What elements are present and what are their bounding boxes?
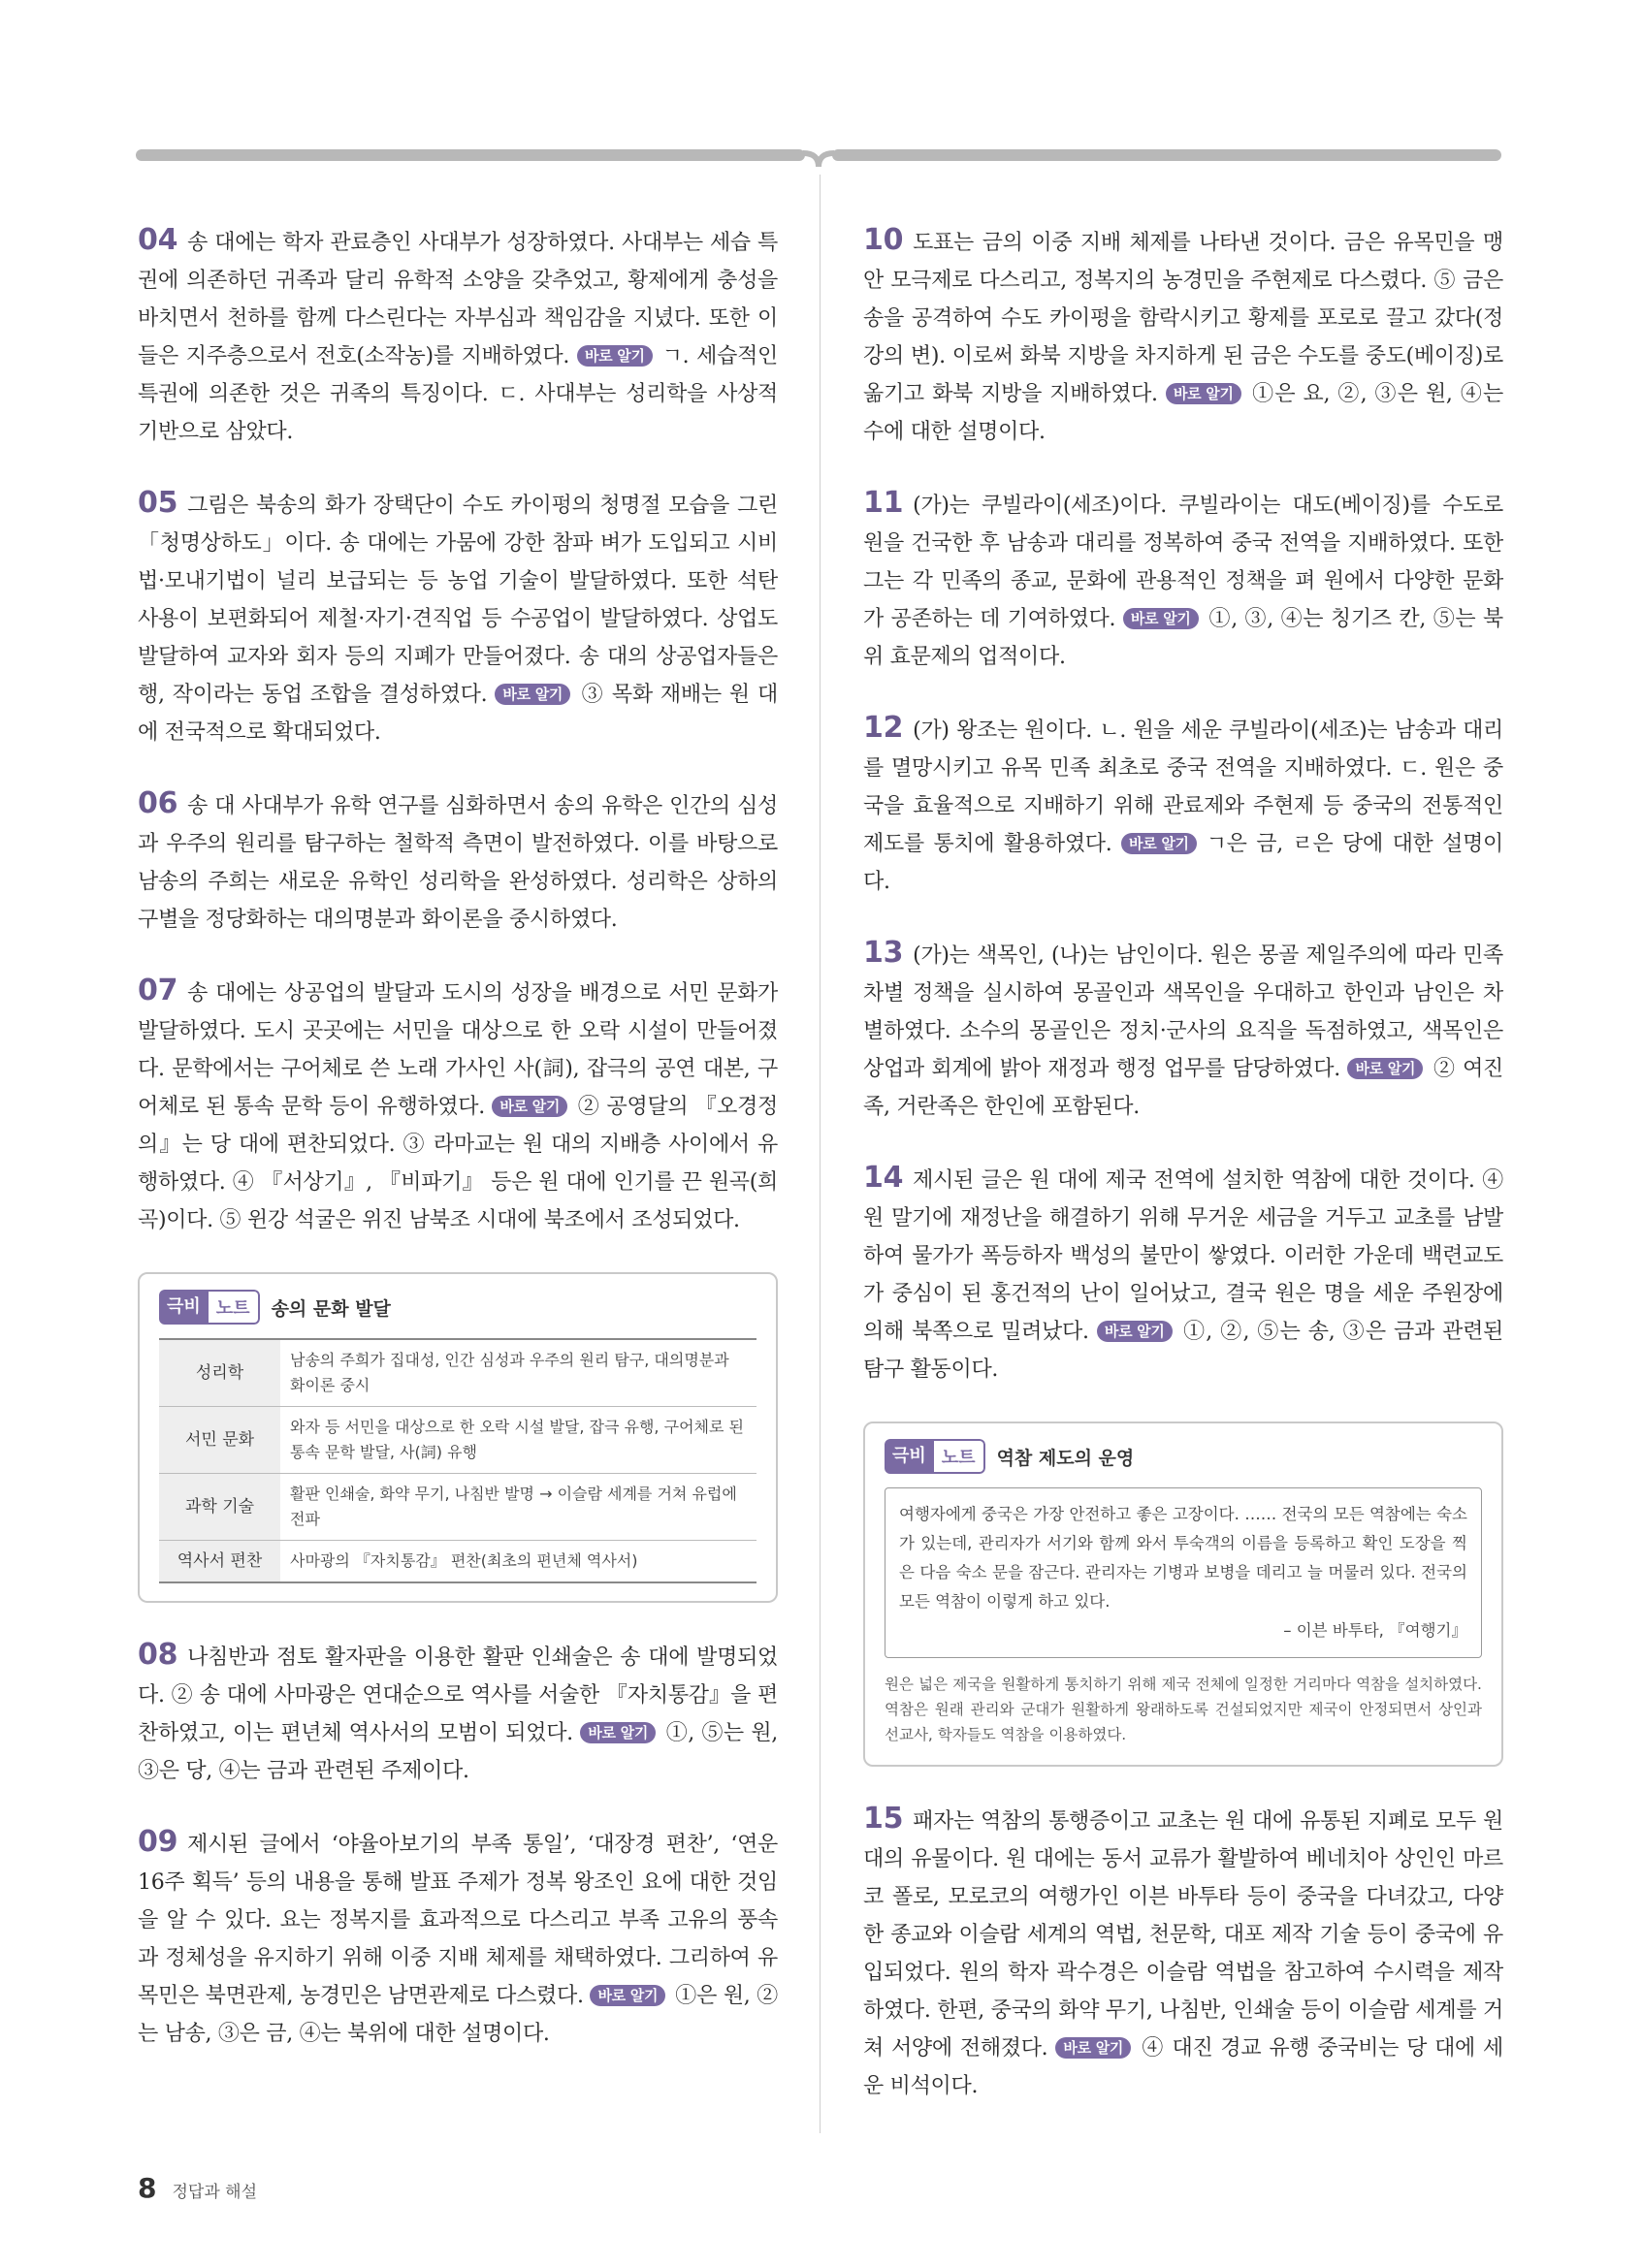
- correction-badge: 바로 알기: [1121, 833, 1197, 854]
- correction-text: ㄱ은 금, ㄹ은 당에 대한 설명이다.: [863, 832, 1503, 894]
- answer-15: [863, 1800, 1503, 2105]
- correction-text: ② 공영달의 『오경정의』는 당 대에 편찬되었다. ③ 라마교는 원 대의 지배층 사이에서 유행하였다. ④ 『서상기』, 『비파기』 등은 원 대에 인기를 끈 원곡(희곡)이다. ⑤ 윈강 석굴은 위진 남북조 시대에 북조에서 조성되었다.: [138, 1095, 778, 1232]
- correction-text: ③ 목화 재배는 원 대에 전국적으로 확대되었다.: [138, 683, 778, 745]
- table-row: 과학 기술 활판 인쇄술, 화약 무기, 나침반 발명 → 이슬람 세계를 거쳐 유럽에 전파: [159, 1474, 757, 1541]
- explanation-text: 송 대에는 학자 관료층인 사대부가 성장하였다. 사대부는 세습 특권에 의존하던 귀족과 달리 유학적 소양을 갖추었고, 황제에게 충성을 바치면서 천하를 함께 다스린다는 자부심과 책임감을 지녔다. 또한 이들은 지주층으로서 전호(소작농)를 지배하였다.: [138, 231, 778, 368]
- note-title: 역참 제도의 운영: [996, 1447, 1135, 1469]
- correction-badge: 바로 알기: [1166, 383, 1241, 404]
- explanation-text: 그림은 북송의 화가 장택단이 수도 카이펑의 청명절 모습을 그린 「청명상하도」이다. 송 대에는 가뭄에 강한 참파 벼가 도입되고 시비법·모내기법이 널리 보급되는 등 농업 기술이 발달하였다. 또한 석탄 사용이 보편화되어 제철·자기·견직업 등 수공업이 발달하였다. 상업도 발달하여 교자와 회자 등의 지폐가 만들어졌다. 송 대의 상공업자들은 행, 작이라는 동업 조합을 결성하였다.: [138, 494, 778, 707]
- right-column: [863, 221, 1503, 2138]
- answer-13: [863, 934, 1503, 1126]
- question-number: 05: [138, 486, 178, 520]
- note-box-song-culture: [138, 1272, 778, 1603]
- question-number: 13: [863, 936, 904, 970]
- answer-04: [138, 221, 778, 451]
- explanation-text: 제시된 글은 원 대에 제국 전역에 설치한 역참에 대한 것이다. ④ 원 말기에 재정난을 해결하기 위해 무거운 세금을 거두고 교초를 남발하여 물가가 폭등하자 백성의 불만이 쌓였다. 이러한 가운데 백련교도가 중심이 된 홍건적의 난이 일어났고, 결국 원은 명을 세운 주원장에 의해 북쪽으로 밀려났다.: [863, 1168, 1503, 1344]
- question-number: 10: [863, 223, 904, 257]
- question-number: 04: [138, 223, 178, 257]
- table-row: 역사서 편찬 사마광의 『자치통감』 편찬(최초의 편년체 역사서): [159, 1541, 757, 1583]
- question-number: 15: [863, 1802, 904, 1836]
- correction-text: ①, ⑤는 원, ③은 당, ④는 금과 관련된 주제이다.: [138, 1721, 778, 1783]
- correction-badge: 바로 알기: [1347, 1058, 1423, 1079]
- header-bar-left: [136, 149, 805, 161]
- explanation-text: (가) 왕조는 원이다. ㄴ. 원을 세운 쿠빌라이(세조)는 남송과 대리를 멸망시키고 유목 민족 최초로 중국 전역을 지배하였다. ㄷ. 원은 중국을 효율적으로 지배하기 위해 관료제와 주현제 등 중국의 전통적인 제도를 통치에 활용하였다.: [863, 719, 1503, 856]
- question-number: 14: [863, 1161, 904, 1195]
- answer-07: [138, 972, 778, 1239]
- question-number: 06: [138, 786, 178, 820]
- left-column: [138, 221, 778, 2086]
- quote-source: – 이븐 바투타, 『여행기』: [1283, 1621, 1467, 1640]
- note-header: [885, 1439, 1482, 1474]
- correction-text: ①, ②, ⑤는 송, ③은 금과 관련된 탐구 활동이다.: [863, 1320, 1503, 1382]
- column-divider: [820, 175, 821, 2133]
- table-row: 서민 문화 와자 등 서민을 대상으로 한 오락 시설 발달, 잡극 유행, 구어체로 된 통속 문학 발달, 사(詞) 유행: [159, 1407, 757, 1474]
- correction-badge: 바로 알기: [590, 1985, 665, 2006]
- table-row: 성리학 남송의 주희가 집대성, 인간 심성과 우주의 원리 탐구, 대의명분과 화이론 중시: [159, 1339, 757, 1407]
- page-label: 정답과 해설: [172, 2183, 257, 2202]
- answer-06: [138, 784, 778, 939]
- explanation-text: 송 대에는 상공업의 발달과 도시의 성장을 배경으로 서민 문화가 발달하였다. 도시 곳곳에는 서민을 대상으로 한 오락 시설이 만들어졌다. 문학에서는 구어체로 쓴 노래 가사인 사(詞), 잡극의 공연 대본, 구어체로 된 통속 문학 등이 유행하였다.: [138, 981, 778, 1119]
- correction-badge: 바로 알기: [1123, 608, 1199, 629]
- answer-11: [863, 484, 1503, 676]
- question-number: 07: [138, 974, 178, 1007]
- correction-badge: 바로 알기: [492, 1096, 567, 1117]
- note-badge: 극비 노트: [885, 1439, 985, 1474]
- note-table: [159, 1338, 757, 1583]
- explanation-text: (가)는 색목인, (나)는 남인이다. 원은 몽골 제일주의에 따라 민족 차별 정책을 실시하여 몽골인과 색목인을 우대하고 한인과 남인은 차별하였다. 소수의 몽골인은 정치·군사의 요직을 독점하였고, 색목인은 상업과 회계에 밝아 재정과 행정 업무를 담당하였다.: [863, 943, 1503, 1081]
- correction-text: ①은 요, ②, ③은 원, ④는 수에 대한 설명이다.: [863, 382, 1503, 444]
- answer-10: [863, 221, 1503, 451]
- correction-text: ② 여진족, 거란족은 한인에 포함된다.: [863, 1057, 1503, 1119]
- source-quote: [885, 1487, 1482, 1658]
- note-badge: 극비 노트: [159, 1290, 260, 1325]
- note-title: 송의 문화 발달: [271, 1297, 391, 1320]
- answer-09: [138, 1823, 778, 2053]
- answer-12: [863, 709, 1503, 901]
- question-number: 08: [138, 1638, 178, 1672]
- explanation-text: 제시된 글에서 ‘야율아보기의 부족 통일’, ‘대장경 편찬’, ‘연운 16주 획득’ 등의 내용을 통해 발표 주제가 정복 왕조인 요에 대한 것임을 알 수 있다. 요는 정복지를 효과적으로 다스리고 부족 고유의 풍속과 정체성을 유지하기 위해 이중 지배 체제를 채택하였다. 그리하여 유목민은 북면관제, 농경민은 남면관제로 다스렸다.: [138, 1833, 778, 2008]
- note-header: [159, 1290, 757, 1325]
- correction-badge: 바로 알기: [580, 1722, 656, 1743]
- correction-text: ④ 대진 경교 유행 중국비는 당 대에 세운 비석이다.: [863, 2036, 1503, 2098]
- header-bar-notch: [803, 147, 834, 169]
- question-number: 12: [863, 711, 904, 745]
- correction-badge: 바로 알기: [577, 345, 653, 367]
- explanation-text: 나침반과 점토 활자판을 이용한 활판 인쇄술은 송 대에 발명되었다. ② 송 대에 사마광은 연대순으로 역사를 서술한 『자치통감』을 편찬하였고, 이는 편년체 역사서의 모범이 되었다.: [138, 1645, 778, 1745]
- question-number: 11: [863, 486, 904, 520]
- correction-badge: 바로 알기: [495, 684, 570, 705]
- correction-badge: 바로 알기: [1055, 2037, 1131, 2059]
- explanation-text: (가)는 쿠빌라이(세조)이다. 쿠빌라이는 대도(베이징)를 수도로 원을 건국한 후 남송과 대리를 정복하여 중국 전역을 지배하였다. 또한 그는 각 민족의 종교, 문화에 관용적인 정책을 펴 원에서 다양한 문화가 공존하는 데 기여하였다.: [863, 494, 1503, 631]
- correction-text: ①은 원, ②는 남송, ③은 금, ④는 북위에 대한 설명이다.: [138, 1984, 778, 2046]
- correction-text: ①, ③, ④는 칭기즈 칸, ⑤는 북위 효문제의 업적이다.: [863, 607, 1503, 669]
- quote-text: 여행자에게 중국은 가장 안전하고 좋은 고장이다. …… 전국의 모든 역참에는 숙소가 있는데, 관리자가 서기와 함께 와서 투숙객의 이름을 등록하고 확인 도장을 찍은 다음 숙소 문을 잠근다. 관리자는 기병과 보병을 데리고 늘 머물러 있다. 전국의 모든 역참이 이렇게 하고 있다.: [899, 1505, 1467, 1611]
- note-explanation: 원은 넓은 제국을 원활하게 통치하기 위해 제국 전체에 일정한 거리마다 역참을 설치하였다. 역참은 원래 관리와 군대가 원활하게 왕래하도록 건설되었지만 제국이 안정되면서 상인과 선교사, 학자들도 역참을 이용하였다.: [885, 1676, 1482, 1743]
- page-footer: [138, 2172, 257, 2204]
- explanation-text: 패자는 역참의 통행증이고 교초는 원 대에 유통된 지폐로 모두 원 대의 유물이다. 원 대에는 동서 교류가 활발하여 베네치아 상인인 마르코 폴로, 모로코의 여행가인 이븐 바투타 등이 중국을 다녀갔고, 다양한 종교와 이슬람 세계의 역법, 천문학, 대포 제작 기술 등이 중국에 유입되었다. 원의 학자 곽수경은 이슬람 역법을 참고하여 수시력을 제작하였다. 한편, 중국의 화약 무기, 나침반, 인쇄술 등이 이슬람 세계를 거쳐 서양에 전해졌다.: [863, 1809, 1503, 2060]
- explanation-text: 도표는 금의 이중 지배 체제를 나타낸 것이다. 금은 유목민을 맹안 모극제로 다스리고, 정복지의 농경민을 주현제로 다스렸다. ⑤ 금은 송을 공격하여 수도 카이펑을 함락시키고 황제를 포로로 끌고 갔다(정강의 변). 이로써 화북 지방을 차지하게 된 금은 수도를 중도(베이징)로 옮기고 화북 지방을 지배하였다.: [863, 231, 1503, 406]
- note-box-relay-station: [863, 1421, 1503, 1767]
- answer-08: [138, 1636, 778, 1790]
- answer-05: [138, 484, 778, 751]
- page-number: 8: [138, 2172, 157, 2204]
- header-bar-right: [832, 149, 1501, 161]
- answer-14: [863, 1159, 1503, 1389]
- question-number: 09: [138, 1825, 178, 1859]
- correction-text: ㄱ. 세습적인 특권에 의존한 것은 귀족의 특징이다. ㄷ. 사대부는 성리학을 사상적 기반으로 삼았다.: [138, 344, 778, 444]
- explanation-text: 송 대 사대부가 유학 연구를 심화하면서 송의 유학은 인간의 심성과 우주의 원리를 탐구하는 철학적 측면이 발전하였다. 이를 바탕으로 남송의 주희는 새로운 유학인 성리학을 완성하였다. 성리학은 상하의 구별을 정당화하는 대의명분과 화이론을 중시하였다.: [138, 794, 778, 932]
- correction-badge: 바로 알기: [1097, 1321, 1173, 1342]
